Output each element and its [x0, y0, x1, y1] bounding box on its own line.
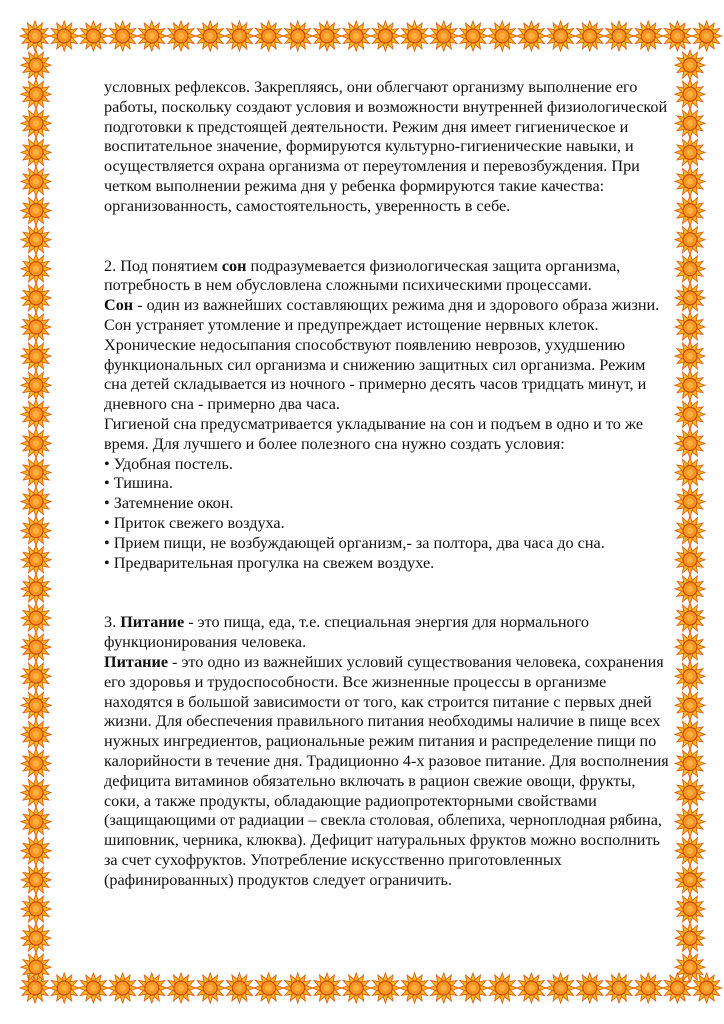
sunflower-icon	[312, 973, 342, 1003]
sunflower-icon	[108, 21, 138, 51]
sunflower-icon	[21, 632, 51, 662]
sunflower-icon	[21, 399, 51, 429]
sunflower-icon	[675, 399, 705, 429]
sunflower-icon	[21, 428, 51, 458]
sunflower-icon	[675, 137, 705, 167]
sunflower-icon	[675, 370, 705, 400]
sleep-definition	[104, 257, 670, 297]
sunflower-icon	[224, 21, 254, 51]
sunflower-icon	[21, 749, 51, 779]
intro-paragraph: условных рефлексов. Закрепляясь, они облегчают организму выполнение его работы, поскольку создают условия и возможности внутренней физиологической подготовки к предстоящей деятельности. Режим дня имеет гигиеническое и воспитательное значение, формируются культурно-гигиенические навыки, и осуществляется охрана организма от переутомления и перевозбуждения. При четком выполнении режима дня у ребенка формируются такие качества: организованность, самостоятельность, уверенность в себе.	[104, 78, 668, 215]
sunflower-icon	[675, 254, 705, 284]
list-item: • Затемнение окон.	[104, 494, 670, 514]
sunflower-icon	[675, 778, 705, 808]
sleep-conditions-list	[104, 455, 670, 574]
sunflower-icon	[675, 458, 705, 488]
sunflower-icon	[429, 973, 459, 1003]
sunflower-icon	[341, 973, 371, 1003]
sunflower-icon	[21, 807, 51, 837]
sunflower-icon	[21, 50, 51, 80]
sunflower-icon	[21, 108, 51, 138]
sunflower-icon	[575, 973, 605, 1003]
sunflower-icon	[21, 603, 51, 633]
border-left	[18, 0, 54, 1024]
border-top	[0, 18, 724, 54]
sunflower-icon	[675, 50, 705, 80]
sunflower-icon	[675, 894, 705, 924]
sunflower-icon	[370, 973, 400, 1003]
sunflower-icon	[516, 973, 546, 1003]
nutrition-importance	[104, 653, 670, 891]
sleep-definition-text: подразумевается физиологическая защита организма, потребность в нем обусловлена сложными психическими процессами.	[104, 256, 621, 295]
sunflower-icon	[21, 690, 51, 720]
sunflower-icon	[21, 254, 51, 284]
nutrition-definition-text: - это пища, еда, т.е. специальная энергия для нормального функционирования человека.	[104, 613, 589, 652]
sunflower-icon	[21, 137, 51, 167]
nutrition-term-2: Питание	[104, 652, 168, 671]
sunflower-icon	[283, 21, 313, 51]
sunflower-icon	[675, 516, 705, 546]
sunflower-icon	[604, 21, 634, 51]
border-bottom	[0, 970, 724, 1006]
sunflower-icon	[675, 196, 705, 226]
sunflower-icon	[21, 370, 51, 400]
sunflower-icon	[21, 836, 51, 866]
sunflower-icon	[21, 458, 51, 488]
sunflower-icon	[487, 973, 517, 1003]
sunflower-icon	[166, 973, 196, 1003]
sunflower-icon	[21, 283, 51, 313]
list-item: • Предварительная прогулка на свежем воздухе.	[104, 554, 670, 574]
sunflower-icon	[21, 225, 51, 255]
sunflower-icon	[283, 973, 313, 1003]
border-right	[672, 0, 708, 1024]
sunflower-icon	[675, 632, 705, 662]
nutrition-definition	[104, 613, 670, 653]
sunflower-icon	[675, 225, 705, 255]
sunflower-icon	[675, 108, 705, 138]
sunflower-icon	[370, 21, 400, 51]
sunflower-icon	[487, 21, 517, 51]
sunflower-icon	[254, 973, 284, 1003]
sunflower-icon	[575, 21, 605, 51]
sleep-importance-text: - один из важнейших составляющих режима дня и здорового образа жизни. Сон устраняет утомление и предупреждает истощение нервных клеток. Хронические недосыпания способствуют появлению неврозов, ухудшению функциональных сил организма и снижению защитных сил организма. Режим сна детей складывается из ночного - примерно десять часов тридцать минут, и дневного сна - примерно два часа.	[104, 296, 660, 414]
sunflower-icon	[195, 21, 225, 51]
sunflower-icon	[21, 79, 51, 109]
sunflower-icon	[516, 21, 546, 51]
sunflower-icon	[675, 79, 705, 109]
sunflower-icon	[675, 341, 705, 371]
sunflower-icon	[546, 973, 576, 1003]
sunflower-icon	[675, 312, 705, 342]
sunflower-icon	[633, 973, 663, 1003]
sunflower-icon	[604, 973, 634, 1003]
sunflower-icon	[195, 973, 225, 1003]
sunflower-icon	[21, 952, 51, 982]
sunflower-icon	[21, 312, 51, 342]
sunflower-icon	[633, 21, 663, 51]
list-item: • Тишина.	[104, 474, 670, 494]
sunflower-icon	[21, 894, 51, 924]
sunflower-icon	[675, 661, 705, 691]
sunflower-icon	[400, 21, 430, 51]
sunflower-icon	[675, 487, 705, 517]
nutrition-term: Питание	[120, 613, 185, 632]
document-body	[104, 78, 670, 890]
sunflower-icon	[400, 973, 430, 1003]
sunflower-icon	[675, 428, 705, 458]
sunflower-icon	[137, 21, 167, 51]
sunflower-icon	[675, 865, 705, 895]
sunflower-icon	[675, 836, 705, 866]
sleep-importance	[104, 296, 670, 415]
sunflower-icon	[78, 21, 108, 51]
sunflower-icon	[675, 603, 705, 633]
sunflower-icon	[21, 661, 51, 691]
sunflower-icon	[21, 574, 51, 604]
sunflower-icon	[108, 973, 138, 1003]
sunflower-icon	[21, 516, 51, 546]
sunflower-icon	[429, 21, 459, 51]
sunflower-icon	[21, 923, 51, 953]
sunflower-icon	[675, 719, 705, 749]
sunflower-icon	[21, 341, 51, 371]
sunflower-icon	[21, 545, 51, 575]
sunflower-icon	[341, 21, 371, 51]
sunflower-icon	[675, 167, 705, 197]
sleep-definition-prefix: 2. Под понятием	[104, 256, 222, 275]
nutrition-definition-prefix: 3.	[104, 613, 121, 632]
sunflower-icon	[137, 973, 167, 1003]
sunflower-icon	[21, 196, 51, 226]
sunflower-icon	[675, 923, 705, 953]
sleep-term-2: Сон	[104, 296, 134, 315]
sunflower-icon	[675, 574, 705, 604]
sunflower-icon	[675, 952, 705, 982]
sunflower-icon	[458, 21, 488, 51]
sleep-hygiene: Гигиеной сна предусматривается укладывание на сон и подъем в одно и то же время. Для лучшего и более полезного сна нужно создать условия:	[104, 414, 644, 453]
sunflower-icon	[166, 21, 196, 51]
sunflower-icon	[21, 167, 51, 197]
sunflower-icon	[21, 719, 51, 749]
list-item: • Удобная постель.	[104, 455, 670, 475]
sleep-term: сон	[221, 256, 247, 275]
sunflower-icon	[675, 749, 705, 779]
list-item: • Приток свежего воздуха.	[104, 514, 670, 534]
sunflower-icon	[675, 690, 705, 720]
sunflower-icon	[675, 283, 705, 313]
sunflower-icon	[224, 973, 254, 1003]
sunflower-icon	[254, 21, 284, 51]
sunflower-icon	[78, 973, 108, 1003]
sunflower-icon	[21, 778, 51, 808]
nutrition-importance-text: - это одно из важнейших условий существования человека, сохранения его здоровья и трудоспособности. Все жизненные процессы в организме находятся в большой зависимости от того, как строится питание с первых дней жизни. Для обеспечения правильного питания необходимы наличие в пище всех нужных ингредиентов, рациональные режим питания и распределение пищи по калорийности в течение дня. Традиционно 4-х разовое питание. Для восполнения дефицита витаминов обязательно включать в рацион свежие овощи, фрукты, соки, а также продукты, обладающие радиопротекторными свойствами (защищающими от радиации – свекла столовая, облепиха, черноплодная рябина, шиповник, черника, клюква). Дефицит натуральных фруктов можно восполнить за счет сухофруктов. Употребление искусственно приготовленных (рафинированных) продуктов следует ограничить.	[104, 652, 669, 889]
list-item: • Прием пищи, не возбуждающей организм,- за полтора, два часа до сна.	[104, 534, 670, 554]
sunflower-icon	[21, 865, 51, 895]
sunflower-icon	[312, 21, 342, 51]
sunflower-icon	[675, 807, 705, 837]
sunflower-icon	[458, 973, 488, 1003]
sunflower-icon	[546, 21, 576, 51]
sunflower-icon	[675, 545, 705, 575]
sunflower-icon	[21, 487, 51, 517]
